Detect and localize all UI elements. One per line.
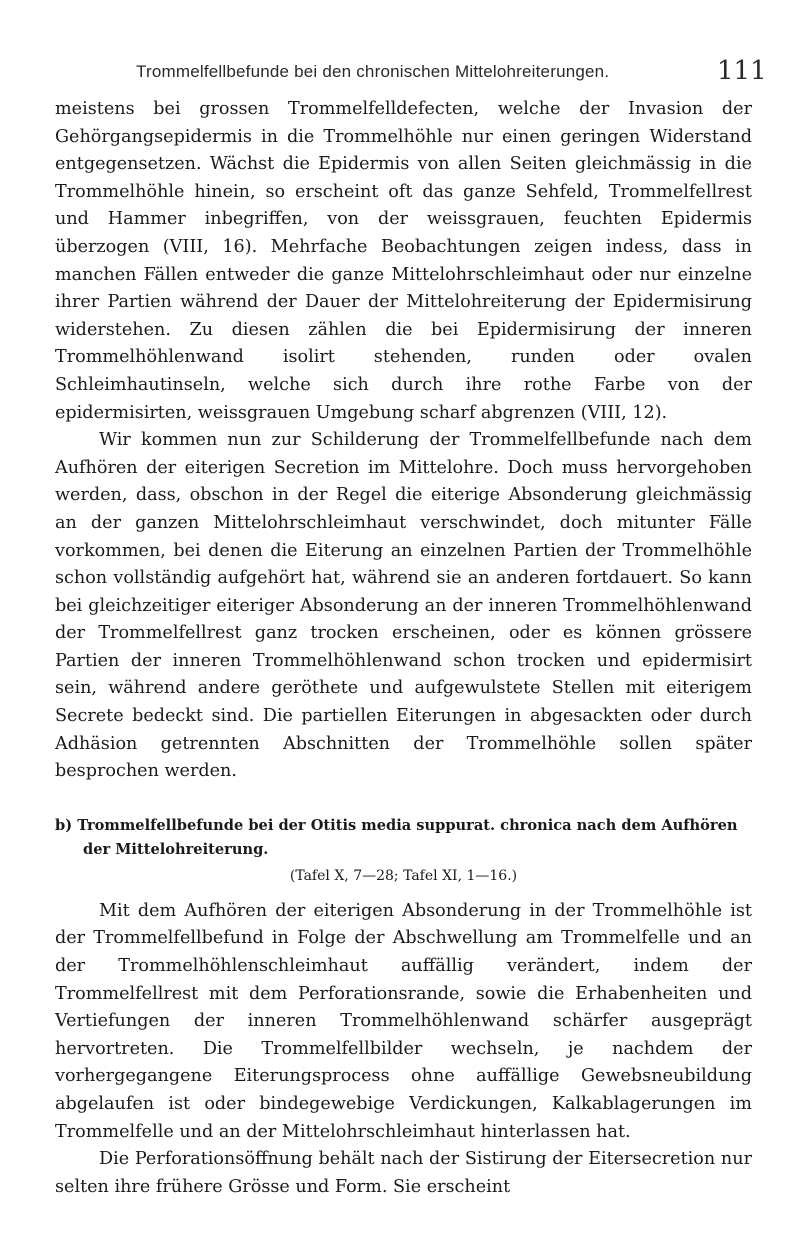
- paragraph: Mit dem Aufhören der eiterigen Absonderung in der Trommelhöhle ist der Trommelfellbefund in Folge der Abschwellung am Trommelfelle und an der Trommelhöhlenschleimhaut auffällig verändert, indem der Trommelfellrest mit dem Perforationsrande, sowie die Erhabenheiten und Vertiefungen der inneren Trommelhöhlenwand schärfer ausgeprägt hervortreten. Die Trommelfellbilder wechseln, je nachdem der vorhergegangene Eiterungsprocess ohne auffällige Gewebsneubildung abgelaufen ist oder bindegewebige Verdickungen, Kalkablagerungen im Trommelfelle und an der Mittelohrschleimhaut hinterlassen hat.: [55, 900, 752, 1142]
- body-text: [55, 96, 752, 1201]
- paragraph: Wir kommen nun zur Schilderung der Trommelfellbefunde nach dem Aufhören der eiterigen Secretion im Mittelohre. Doch muss hervorgehoben werden, dass, obschon in der Regel die eiterige Absonderung gleichmässig an der ganzen Mittelohrschleimhaut verschwindet, doch mitunter Fälle vorkommen, bei denen die Eiterung an einzelnen Partien der Trommelhöhle schon vollständig aufgehört hat, während sie an anderen fortdauert. So kann bei gleichzeitiger eiteriger Absonderung an der inneren Trommelhöhlenwand der Trommelfellrest ganz trocken erscheinen, oder es können grössere Partien der inneren Trommelhöhlenwand schon trocken und epidermisirt sein, während andere geröthete und aufgewulstete Stellen mit eiterigem Secrete bedeckt sind. Die partiellen Eiterungen in abgesackten oder durch Adhäsion getrennten Abschnitten der Trommelhöhle sollen später besprochen werden.: [55, 430, 752, 782]
- paragraph-continuation: meistens bei grossen Trommelfelldefecten, welche der Invasion der Gehörgangsepidermis in die Trommelhöhle nur einen geringen Widerstand entgegensetzen. Wächst die Epidermis von allen Seiten gleichmässig in die Trommelhöhle hinein, so erscheint oft das ganze Sehfeld, Trommelfellrest und Hammer inbegriffen, von der weissgrauen, feuchten Epidermis überzogen (VIII, 16). Mehrfache Beobachtungen zeigen indess, dass in manchen Fällen entweder die ganze Mittelohrschleimhaut oder nur einzelne ihrer Partien während der Dauer der Mittelohreiterung der Epidermisirung widerstehen. Zu diesen zählen die bei Epidermisirung der inneren Trommelhöhlenwand isolirt stehenden, runden oder ovalen Schleimhautinseln, welche sich durch ihre rothe Farbe von der epidermisirten, weissgrauen Umgebung scharf abgrenzen (VIII, 12).: [55, 99, 752, 423]
- running-title: Trommelfellbefunde bei den chronischen Mittelohreiterungen.: [136, 62, 610, 81]
- page-number: 111: [717, 56, 767, 86]
- section-plate-reference: (Tafel X, 7—28; Tafel XI, 1—16.): [289, 867, 518, 884]
- paragraph: Die Perforationsöffnung behält nach der Sistirung der Eitersecretion nur selten ihre frühere Grösse und Form. Sie erscheint: [55, 1149, 752, 1197]
- section-heading: b) Trommelfellbefunde bei der Otitis media suppurat. chronica nach dem Aufhören der Mittelohreiterung.: [55, 816, 738, 858]
